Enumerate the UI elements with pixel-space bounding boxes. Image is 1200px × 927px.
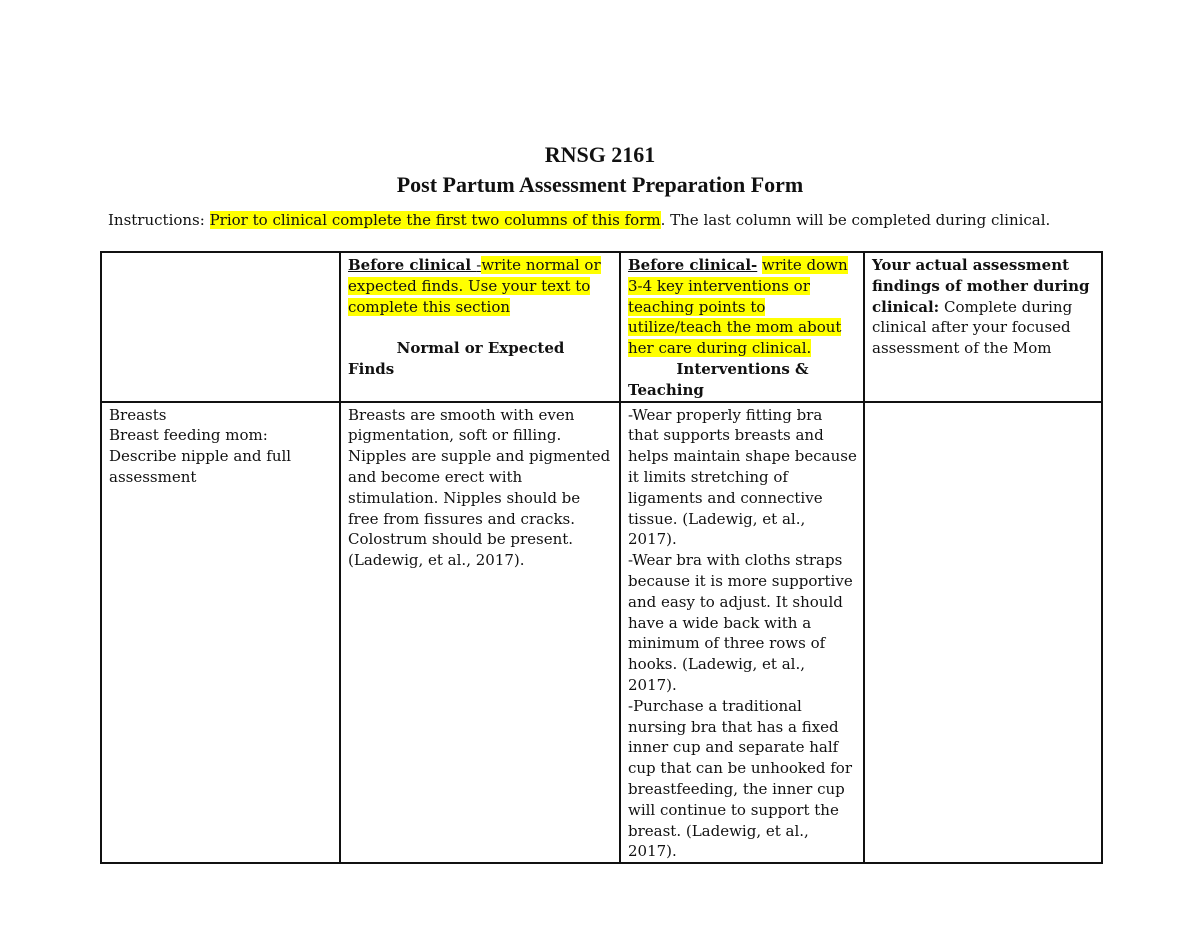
instructions — [108, 210, 1108, 231]
instructions-label: Instructions: — [108, 211, 210, 229]
row-cell-normal-finds: Breasts are smooth with even pigmentation, soft or filling. Nipples are supple and pigmented and become erect with stimulation. Nipples should be free from fissures and cracks. Colostrum should be present. (Ladewig, et al., 2017). — [340, 402, 620, 864]
row-cell-interventions — [620, 402, 864, 864]
intervention-item: -Wear bra with cloths straps because it is more supportive and easy to adjust. It should have a wide back with a minimum of three rows of hooks. (Ladewig, et al., 2017). — [628, 551, 853, 694]
table-header-row — [101, 252, 1102, 402]
row-cell-category: Breasts Breast feeding mom: Describe nipple and full assessment — [101, 402, 340, 864]
row-cell-actual-findings[interactable] — [864, 402, 1102, 864]
header-cell-category — [101, 252, 340, 402]
instructions-highlight: Prior to clinical complete the first two columns of this form — [209, 211, 661, 229]
intervention-item: -Wear properly fitting bra that supports breasts and helps maintain shape because it limits stretching of ligaments and connective tissue. (Ladewig, et al., 2017). — [628, 405, 857, 549]
course-code: RNSG 2161 — [544, 142, 656, 167]
header-normal: Complete during clinical after your focused assessment of the Mom — [872, 297, 1073, 358]
document-header — [0, 140, 1200, 200]
assessment-table — [100, 251, 1103, 864]
header-lead: Before clinical- — [628, 256, 758, 274]
header-lead: Before clinical — [348, 256, 477, 274]
header-cell-actual-findings — [864, 252, 1102, 402]
intervention-item: -Purchase a traditional nursing bra that has a fixed inner cup and separate half cup that can be unhooked for breastfeeding, the inner cup will continue to support the breast. (Ladewig, et al., 2017). — [628, 696, 853, 861]
header-subtitle: Interventions & — [676, 359, 809, 378]
header-cell-interventions — [620, 252, 864, 402]
instructions-rest: . The last column will be completed during clinical. — [660, 211, 1051, 229]
header-cell-normal-finds — [340, 252, 620, 402]
header-subtitle-2: Finds — [348, 359, 395, 378]
table-row — [101, 402, 1102, 864]
form-title: Post Partum Assessment Preparation Form — [396, 172, 804, 197]
header-dash: - — [476, 256, 482, 274]
header-highlight: write normal or expected finds. Use your text to complete this section — [348, 256, 601, 316]
header-subtitle-2: Teaching — [628, 380, 704, 399]
header-subtitle: Normal or Expected — [396, 339, 565, 358]
header-bold: Your actual assessment findings of mother during clinical: — [872, 256, 1090, 316]
header-highlight: write down 3-4 key interventions or teaching points to utilize/teach the mom about her care during clinical. — [628, 256, 848, 358]
